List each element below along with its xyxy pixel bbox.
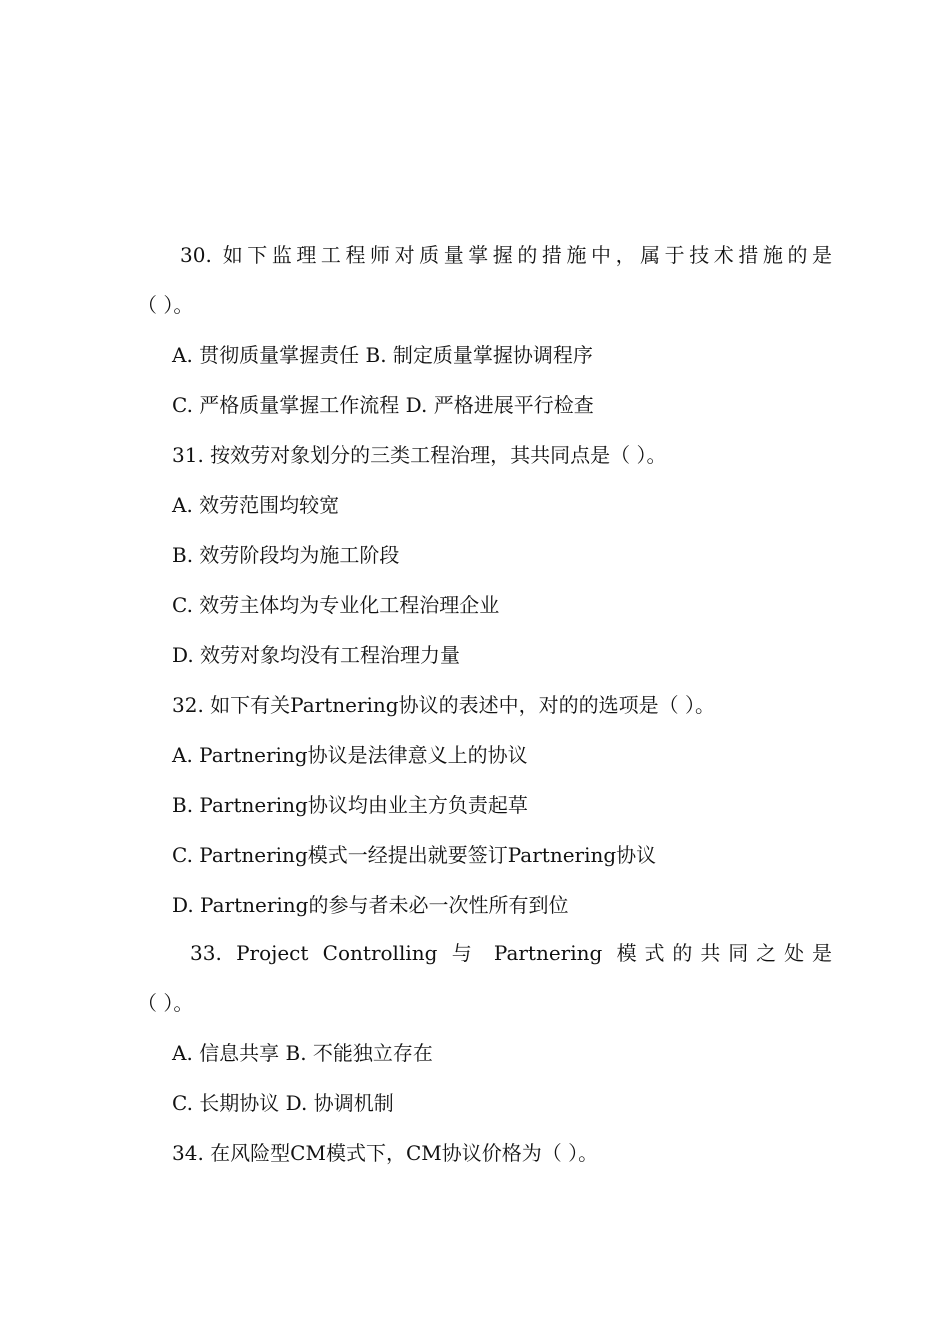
question-31-stem: 31. 按效劳对象划分的三类工程治理，其共同点是（ ）。: [172, 443, 667, 467]
question-30-stem-continued: （ ）。: [137, 293, 194, 317]
question-30-stem: 30. 如下监理工程师对质量掌握的措施中，属于技术措施的是: [180, 243, 832, 267]
question-33-option-cd: C. 长期协议 D. 协调机制: [172, 1091, 394, 1115]
question-32-stem: 32. 如下有关Partnering协议的表述中，对的的选项是（ ）。: [172, 693, 715, 717]
question-31-option-c: C. 效劳主体均为专业化工程治理企业: [172, 593, 500, 617]
question-31-option-d: D. 效劳对象均没有工程治理力量: [172, 643, 461, 667]
question-31-option-b: B. 效劳阶段均为施工阶段: [172, 543, 400, 567]
question-33-option-ab: A. 信息共享 B. 不能独立存在: [172, 1041, 433, 1065]
question-32-option-a: A. Partnering协议是法律意义上的协议: [172, 743, 528, 767]
question-32-option-b: B. Partnering协议均由业主方负责起草: [172, 793, 528, 817]
question-32-option-d: D. Partnering的参与者未必一次性所有到位: [172, 893, 569, 917]
question-32-option-c: C. Partnering模式一经提出就要签订Partnering协议: [172, 843, 657, 867]
question-33-stem-continued: （ ）。: [137, 991, 194, 1015]
question-30-option-ab: A. 贯彻质量掌握责任 B. 制定质量掌握协调程序: [172, 343, 593, 367]
question-34-stem: 34. 在风险型CM模式下，CM协议价格为（ ）。: [172, 1141, 599, 1165]
question-33-stem: 33. Project Controlling 与 Partnering 模式的共同之处是: [190, 941, 832, 965]
question-30-option-cd: C. 严格质量掌握工作流程 D. 严格进展平行检查: [172, 393, 594, 417]
question-31-option-a: A. 效劳范围均较宽: [172, 493, 340, 517]
